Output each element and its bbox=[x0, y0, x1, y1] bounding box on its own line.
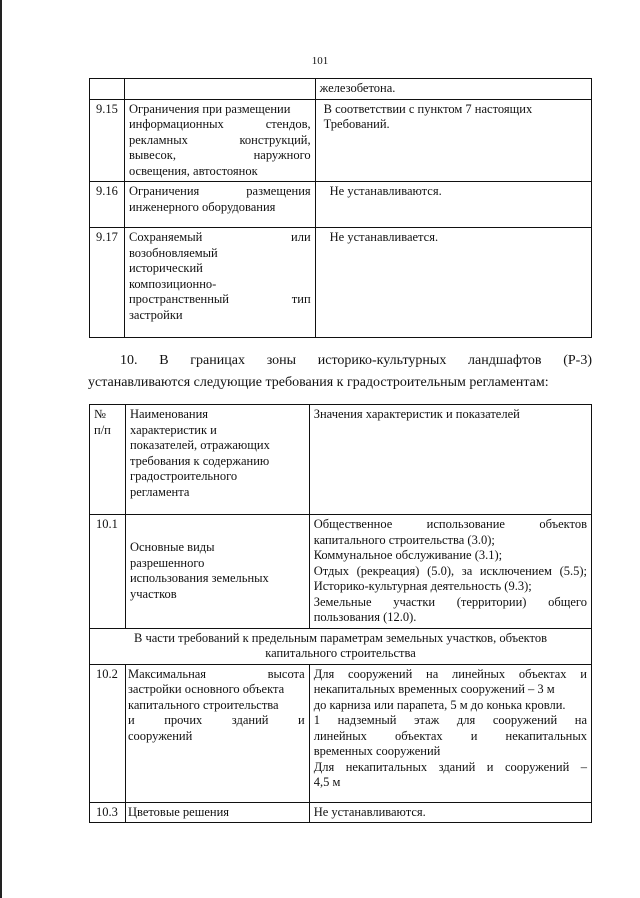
page-number: 101 bbox=[311, 55, 329, 67]
table-header-row bbox=[90, 405, 592, 515]
row-value: Не устанавливаются. bbox=[315, 182, 591, 228]
row-name: Цветовые решения bbox=[125, 802, 309, 823]
row-value: Общественное использование объектов капитального строительства (3.0); Коммунальное обслуживание (3.1); Отдых (рекреация) (5.0), за исключением (5.5); Историко-культурная деятельность (9.3); Земельные участки (территории) общего пользования (12.0). bbox=[309, 515, 591, 629]
row-number: 10.2 bbox=[90, 664, 126, 802]
page-edge-line bbox=[0, 0, 2, 898]
row-number: 10.1 bbox=[90, 515, 126, 629]
section-paragraph: 10. В границах зоны историко-культурных ландшафтов (Р-3) устанавливаются следующие требования к градостроительным регламентам: bbox=[88, 353, 592, 390]
row-number: 9.16 bbox=[90, 182, 125, 228]
row-name: Основные виды разрешенного использования земельных участков bbox=[125, 515, 309, 629]
table-row bbox=[90, 99, 592, 182]
row-name: Максимальная высота застройки основного объекта капитального строительства и прочих зданий и сооружений bbox=[125, 664, 309, 802]
row-value: Для сооружений на линейных объектах и некапитальных временных сооружений – 3 м до карниза или парапета, 5 м до конька кровли. 1 надземный этаж для сооружений на линейных объектах и некапитальных временных сооружений Для некапитальных зданий и сооружений – 4,5 м bbox=[309, 664, 591, 802]
header-value: Значения характеристик и показателей bbox=[309, 405, 591, 515]
table-row bbox=[90, 182, 592, 228]
table-cell-value: железобетона. bbox=[315, 79, 591, 100]
section-header-row bbox=[90, 628, 592, 664]
table-row bbox=[90, 228, 592, 338]
row-value: Не устанавливаются. bbox=[309, 802, 591, 823]
row-number: 9.15 bbox=[90, 99, 125, 182]
table-row bbox=[90, 802, 592, 823]
row-name: Сохраняемый или возобновляемый исторический композиционно- пространственный тип застройки bbox=[124, 228, 315, 338]
table-row bbox=[90, 664, 592, 802]
requirements-table-continued bbox=[89, 78, 592, 338]
zone-requirements-table bbox=[89, 404, 592, 823]
row-name: Ограничения при размещении информационных стендов, рекламных конструкций, вывесок, наружного освещения, автостоянок bbox=[124, 99, 315, 182]
header-num: № п/п bbox=[90, 405, 126, 515]
row-number: 9.17 bbox=[90, 228, 125, 338]
table-row bbox=[90, 79, 592, 100]
row-value: Не устанавливается. bbox=[315, 228, 591, 338]
header-name: Наименования характеристик и показателей, отражающих требования к содержанию градостроительного регламента bbox=[125, 405, 309, 515]
row-value: В соответствии с пунктом 7 настоящих Требований. bbox=[315, 99, 591, 182]
row-name: Ограничения размещения инженерного оборудования bbox=[124, 182, 315, 228]
row-number: 10.3 bbox=[90, 802, 126, 823]
table-row bbox=[90, 515, 592, 629]
section-header: В части требований к предельным параметрам земельных участков, объектов капитального строительства bbox=[90, 628, 592, 664]
